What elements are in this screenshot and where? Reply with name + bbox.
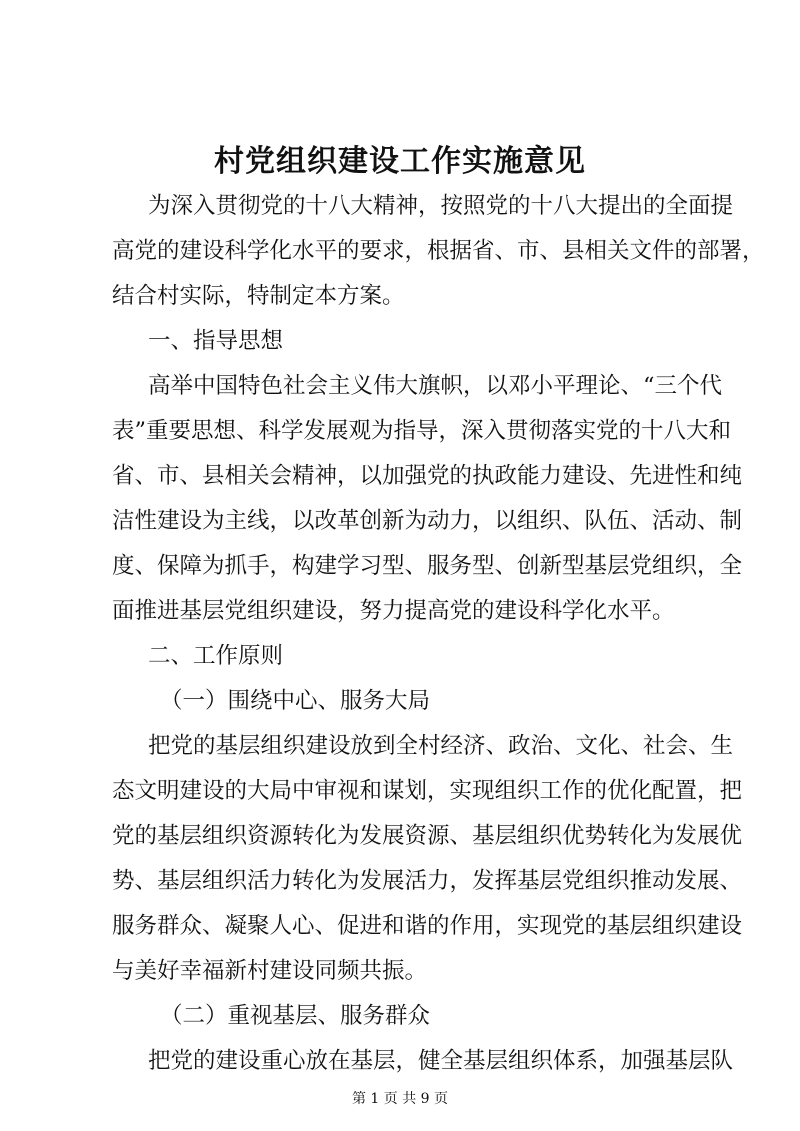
paragraph-line: 表”重要思想、科学发展观为指导，深入贯彻落实党的十八大和 xyxy=(112,418,732,444)
section-heading: 一、指导思想 xyxy=(148,328,284,354)
paragraph-line: 省、市、县相关会精神，以加强党的执政能力建设、先进性和纯 xyxy=(112,463,743,489)
paragraph-line: 服务群众、凝聚人心、促进和谐的作用，实现党的基层组织建设 xyxy=(112,913,743,939)
section-heading: 二、工作原则 xyxy=(148,643,284,669)
page-number-footer: 第 1 页 共 9 页 xyxy=(351,1091,449,1107)
paragraph-line: 高举中国特色社会主义伟大旗帜，以邓小平理论、“三个代 xyxy=(148,373,723,399)
paragraph-line: 把党的基层组织建设放到全村经济、政治、文化、社会、生 xyxy=(148,733,734,759)
subsection-heading: （一）围绕中心、服务大局 xyxy=(160,688,431,714)
paragraph-line: 结合村实际，特制定本方案。 xyxy=(112,283,405,309)
paragraph-line: 面推进基层党组织建设，努力提高党的建设科学化水平。 xyxy=(112,598,675,624)
paragraph-line: 为深入贯彻党的十八大精神，按照党的十八大提出的全面提 xyxy=(148,193,734,219)
paragraph-line: 党的基层组织资源转化为发展资源、基层组织优势转化为发展优 xyxy=(112,823,743,849)
paragraph-line: 把党的建设重心放在基层，健全基层组织体系，加强基层队 xyxy=(148,1048,734,1074)
paragraph-line: 势、基层组织活力转化为发展活力，发挥基层党组织推动发展、 xyxy=(112,868,743,894)
paragraph-line: 高党的建设科学化水平的要求，根据省、市、县相关文件的部署， xyxy=(112,238,765,264)
paragraph-line: 度、保障为抓手，构建学习型、服务型、创新型基层党组织，全 xyxy=(112,553,743,579)
paragraph-line: 态文明建设的大局中审视和谋划，实现组织工作的优化配置，把 xyxy=(112,778,743,804)
subsection-heading: （二）重视基层、服务群众 xyxy=(160,1003,431,1029)
paragraph-line: 与美好幸福新村建设同频共振。 xyxy=(112,958,428,984)
document-title: 村党组织建设工作实施意见 xyxy=(214,144,586,179)
paragraph-line: 洁性建设为主线，以改革创新为动力，以组织、队伍、活动、制 xyxy=(112,508,743,534)
